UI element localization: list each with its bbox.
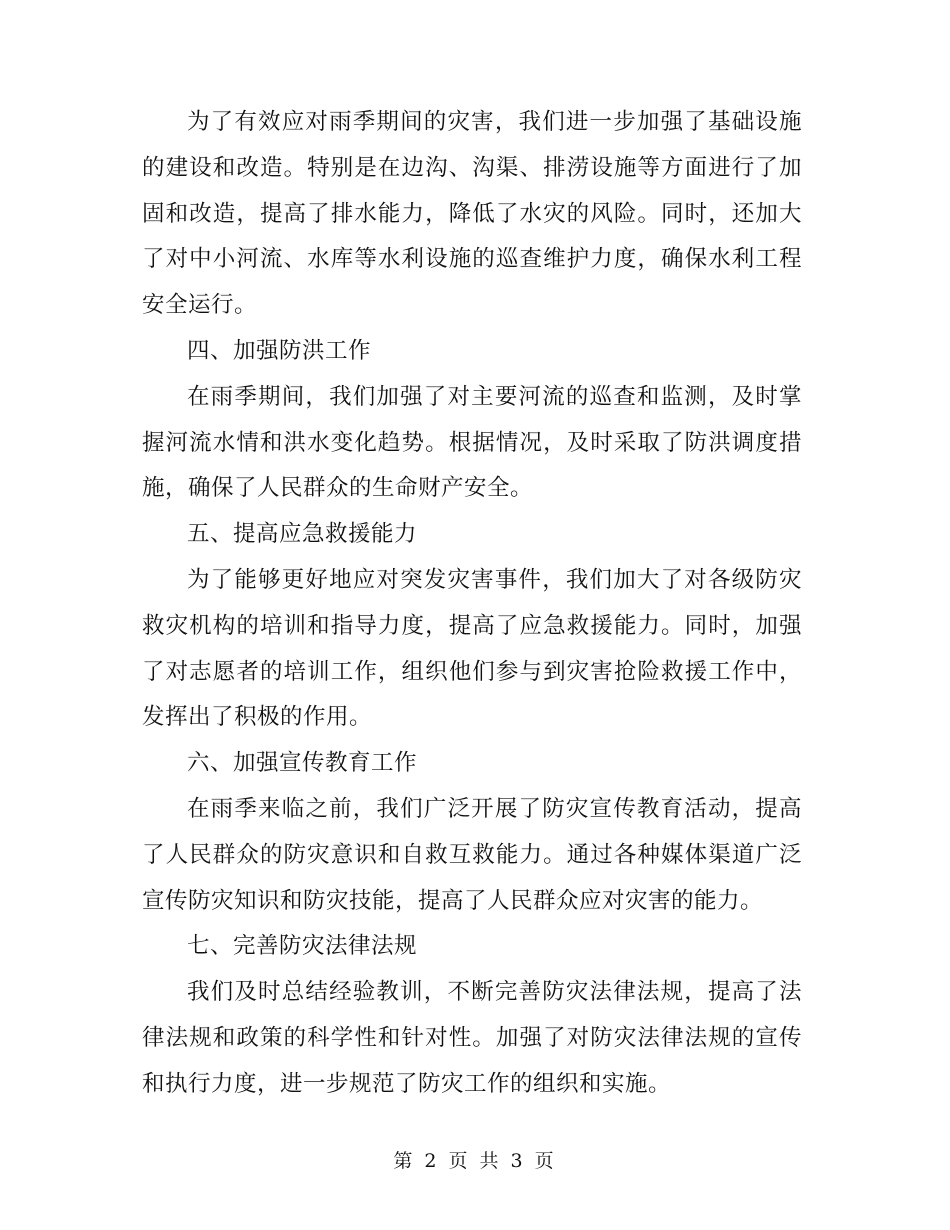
section-heading-emergency-rescue: 五、提高应急救援能力 xyxy=(187,521,418,548)
paragraph-flood-control: 在雨季期间，我们加强了对主要河流的巡查和监测，及时掌握河流水情和洪水变化趋势。根据情况，及时采取了防洪调度措施，确保了人民群众的生命财产安全。 xyxy=(142,383,802,502)
paragraph-laws-regulations: 我们及时总结经验教训，不断完善防灾法律法规，提高了法律法规和政策的科学性和针对性。加强了对防灾法律法规的宣传和执行力度，进一步规范了防灾工作的组织和实施。 xyxy=(142,979,802,1097)
paragraph-publicity-education: 在雨季来临之前，我们广泛开展了防灾宣传教育活动，提高了人民群众的防灾意识和自救互救能力。通过各种媒体渠道广泛宣传防灾知识和防灾技能，提高了人民群众应对灾害的能力。 xyxy=(142,795,802,914)
section-heading-publicity-education: 六、加强宣传教育工作 xyxy=(187,750,418,777)
paragraph-emergency-rescue: 为了能够更好地应对突发灾害事件，我们加大了对各级防灾救灾机构的培训和指导力度，提高了应急救援能力。同时，加强了对志愿者的培训工作，组织他们参与到灾害抢险救援工作中，发挥出了积极的作用。 xyxy=(142,566,802,731)
document-body xyxy=(142,100,802,1108)
paragraph-infrastructure: 为了有效应对雨季期间的灾害，我们进一步加强了基础设施的建设和改造。特别是在边沟、沟渠、排涝设施等方面进行了加固和改造，提高了排水能力，降低了水灾的风险。同时，还加大了对中小河流、水库等水利设施的巡查维护力度，确保水利工程安全运行。 xyxy=(142,109,802,319)
page-number-footer: 第 2 页 共 3 页 xyxy=(393,1150,557,1172)
section-heading-laws-regulations: 七、完善防灾法律法规 xyxy=(187,933,418,960)
section-heading-flood-control: 四、加强防洪工作 xyxy=(187,337,372,364)
